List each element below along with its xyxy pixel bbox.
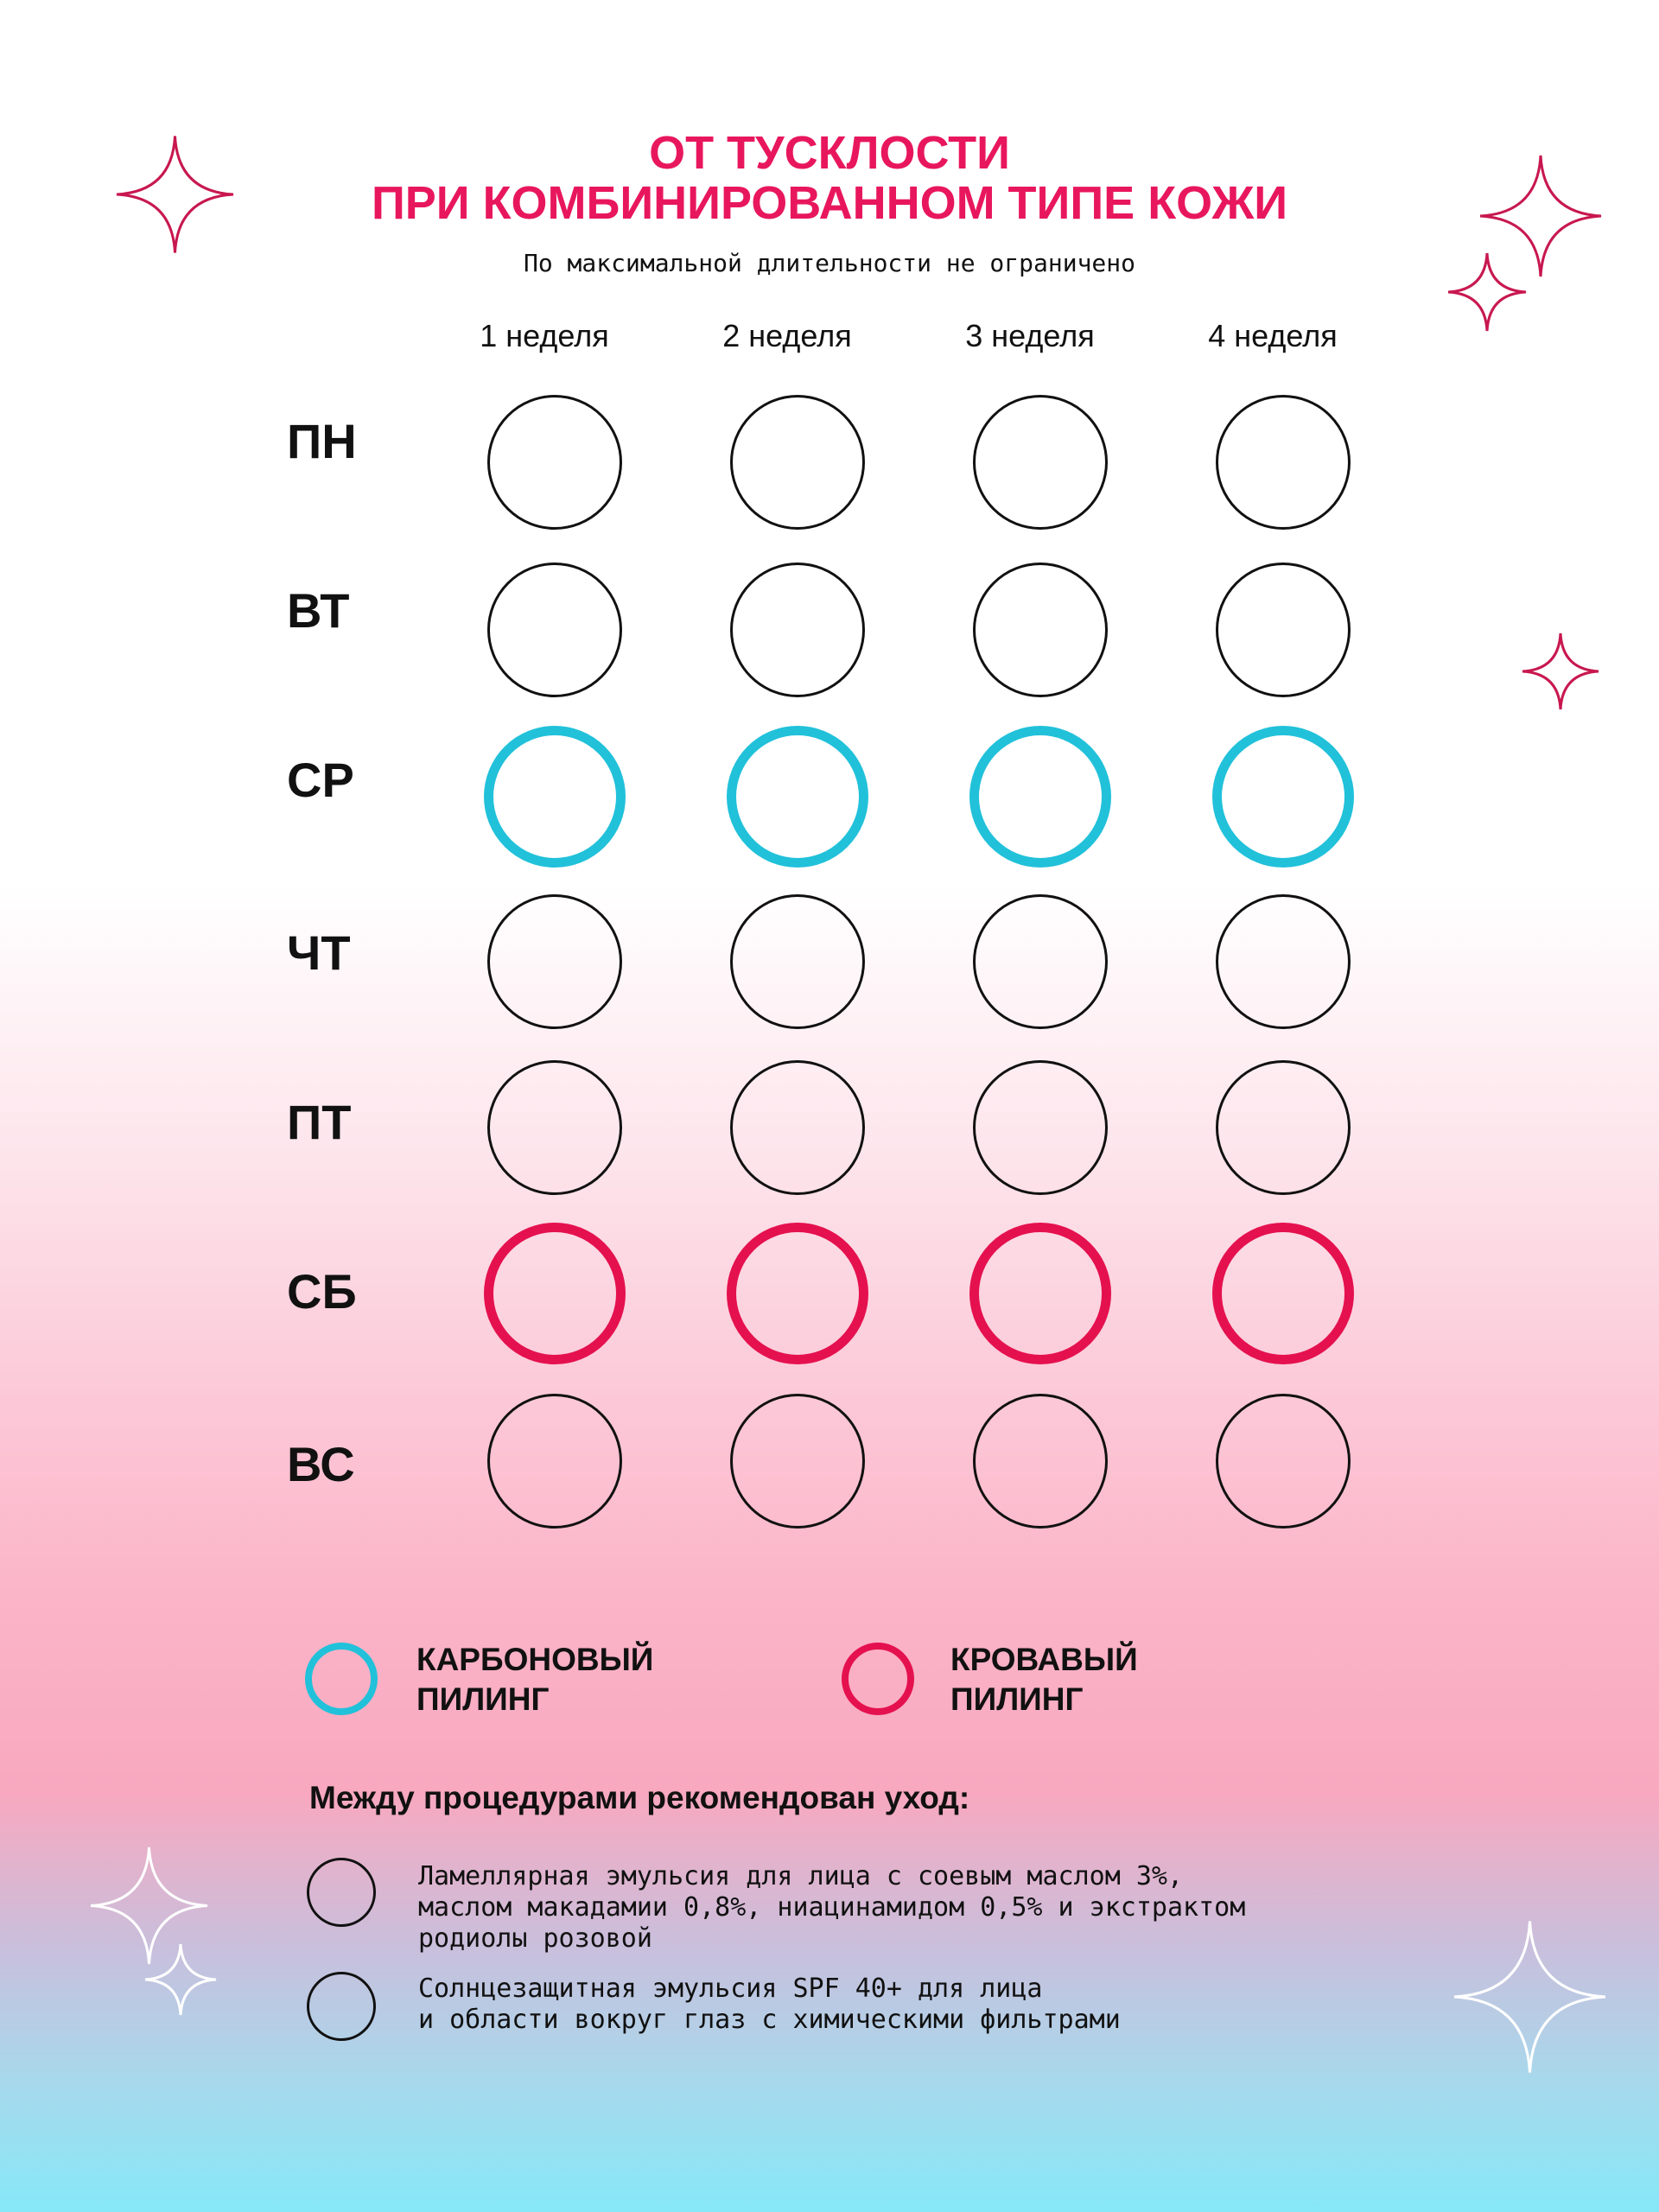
sparkle-icon [1448,249,1526,335]
tracker-circle-tue-week-4[interactable] [1216,563,1351,697]
tracker-circle-fri-week-3[interactable] [973,1060,1108,1195]
tracker-circle-mon-week-1[interactable] [487,395,622,530]
care-item-1-checkbox[interactable] [307,1858,376,1927]
tracker-circle-sun-week-2[interactable] [730,1394,865,1529]
sparkle-icon [145,1937,216,2022]
tracker-circle-thu-week-3[interactable] [973,894,1108,1029]
tracker-circle-sat-week-3[interactable] [969,1223,1111,1364]
day-label-sun: ВС [287,1437,355,1491]
care-title: Между процедурами рекомендован уход: [309,1780,970,1815]
tracker-circle-mon-week-4[interactable] [1216,395,1351,530]
tracker-circle-wed-week-2[interactable] [727,726,868,868]
day-label-fri: ПТ [287,1095,352,1149]
tracker-circle-fri-week-2[interactable] [730,1060,865,1195]
tracker-circle-fri-week-1[interactable] [487,1060,622,1195]
tracker-circle-sun-week-4[interactable] [1216,1394,1351,1529]
tracker-circle-sat-week-4[interactable] [1212,1223,1354,1364]
day-label-sat: СБ [287,1264,357,1319]
day-label-mon: ПН [287,414,357,468]
tracker-circle-mon-week-2[interactable] [730,395,865,530]
care-item-1-line-3: родиолы розовой [418,1923,652,1954]
care-item-1-line-2: маслом макадамии 0,8%, ниацинамидом 0,5% и экстрактом [418,1892,1246,1923]
week-header-3: 3 неделя [965,318,1095,353]
care-item-1-line-1: Ламеллярная эмульсия для лица с соевым маслом 3%, [418,1861,1184,1891]
day-label-thu: ЧТ [287,925,351,980]
legend-blood-line-1: КРОВАВЫЙ [950,1642,1138,1677]
tracker-circle-tue-week-1[interactable] [487,563,622,697]
care-item-2-line-2: и области вокруг глаз с химическими фильтрами [418,2005,1121,2035]
tracker-circle-thu-week-1[interactable] [487,894,622,1029]
tracker-circle-sat-week-2[interactable] [727,1223,868,1364]
sparkle-icon [1454,1906,1605,2088]
day-label-wed: СР [287,753,354,807]
tracker-circle-tue-week-3[interactable] [973,563,1108,697]
day-label-tue: ВТ [287,583,350,638]
tracker-circle-wed-week-4[interactable] [1212,726,1354,868]
care-item-2-checkbox[interactable] [307,1972,376,2041]
tracker-circle-thu-week-4[interactable] [1216,894,1351,1029]
legend-carbon-label [416,1640,710,1719]
care-item-1-text [418,1861,1369,1955]
legend-carbon-line-2: ПИЛИНГ [416,1681,550,1717]
tracker-circle-thu-week-2[interactable] [730,894,865,1029]
week-header-4: 4 неделя [1208,318,1338,353]
week-header-1: 1 неделя [480,318,609,353]
sparkle-icon [1522,627,1599,715]
legend-carbon-circle [305,1643,378,1715]
care-item-2-line-1: Солнцезащитная эмульсия SPF 40+ для лица [418,1974,1043,2004]
tracker-circle-mon-week-3[interactable] [973,395,1108,530]
tracker-circle-sun-week-3[interactable] [973,1394,1108,1529]
tracker-circle-fri-week-4[interactable] [1216,1060,1351,1195]
tracker-circle-wed-week-1[interactable] [484,726,626,868]
tracker-circle-sat-week-1[interactable] [484,1223,626,1364]
title-line-2: ПРИ КОМБИНИРОВАННОМ ТИПЕ КОЖИ [371,177,1288,229]
legend-blood-label [950,1640,1244,1719]
tracker-circle-wed-week-3[interactable] [969,726,1111,868]
subtitle: По максимальной длительности не ограничено [523,249,1135,277]
legend-carbon-line-1: КАРБОНОВЫЙ [416,1642,654,1677]
legend-blood-circle [842,1643,914,1715]
tracker-circle-sun-week-1[interactable] [487,1394,622,1529]
legend-blood-line-2: ПИЛИНГ [950,1681,1084,1717]
sparkle-icon [117,130,233,259]
tracker-circle-tue-week-2[interactable] [730,563,865,697]
week-header-2: 2 неделя [722,318,852,353]
care-item-2-text [418,1974,1369,2036]
title-line-1: ОТ ТУСКЛОСТИ [649,127,1010,179]
